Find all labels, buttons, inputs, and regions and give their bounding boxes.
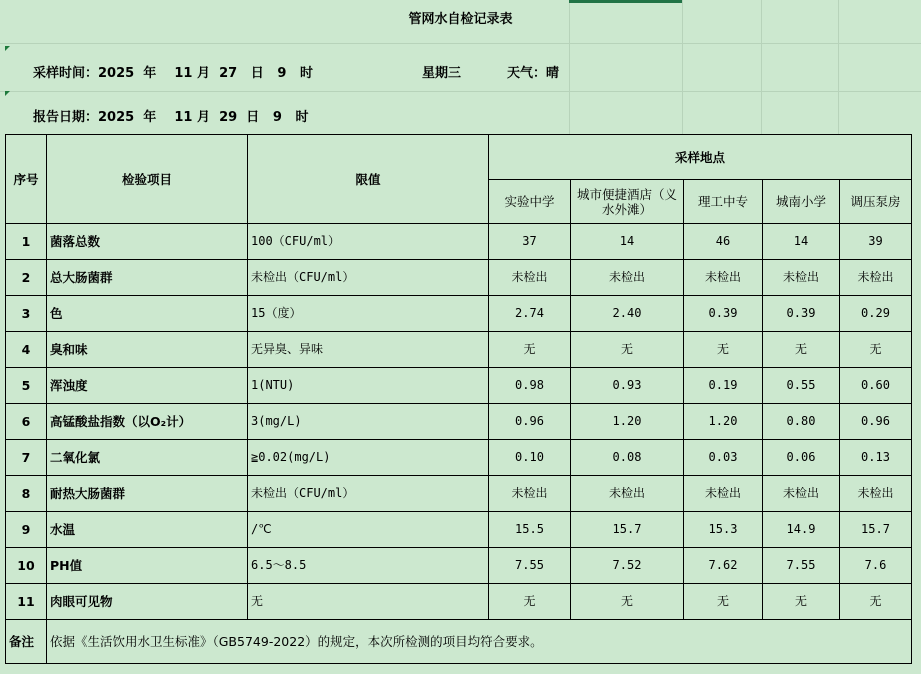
- value-cell[interactable]: 0.98: [489, 368, 571, 404]
- value-cell[interactable]: 0.39: [763, 296, 840, 332]
- sampling-hour[interactable]: 9: [277, 66, 287, 81]
- table-row: [6, 440, 912, 476]
- value-cell[interactable]: 无: [489, 332, 571, 368]
- value-cell[interactable]: 未检出: [571, 260, 684, 296]
- weather-row: [507, 62, 559, 81]
- value-cell[interactable]: 7.52: [571, 548, 684, 584]
- report-month[interactable]: 11: [174, 110, 193, 125]
- value-cell[interactable]: 7.6: [840, 548, 912, 584]
- value-cell[interactable]: 7.55: [763, 548, 840, 584]
- value-cell[interactable]: 无: [763, 584, 840, 620]
- value-cell[interactable]: 39: [840, 224, 912, 260]
- limit-cell[interactable]: 3(mg/L): [248, 404, 489, 440]
- note-text[interactable]: 依据《生活饮用水卫生标准》（GB5749-2022）的规定，本次所检测的项目均符合要求。: [47, 620, 912, 664]
- year-unit: 年: [143, 66, 157, 81]
- item-cell[interactable]: 色: [47, 296, 248, 332]
- value-cell[interactable]: 15.3: [684, 512, 763, 548]
- sampling-year[interactable]: 2025: [98, 66, 135, 81]
- site-header[interactable]: 实验中学: [489, 180, 571, 224]
- row-number-cell[interactable]: 1: [6, 224, 47, 260]
- value-cell[interactable]: 0.29: [840, 296, 912, 332]
- value-cell[interactable]: 0.06: [763, 440, 840, 476]
- item-cell[interactable]: 臭和味: [47, 332, 248, 368]
- sampling-time-row: [33, 62, 313, 81]
- month-unit: 月: [197, 66, 211, 81]
- item-cell[interactable]: 菌落总数: [47, 224, 248, 260]
- item-cell[interactable]: 高锰酸盐指数（以O₂计）: [47, 404, 248, 440]
- value-cell[interactable]: 0.10: [489, 440, 571, 476]
- hour-unit: 时: [295, 110, 309, 125]
- report-date-label: 报告日期：: [33, 110, 99, 125]
- value-cell[interactable]: 未检出: [489, 260, 571, 296]
- inspection-table: [5, 134, 912, 664]
- row-number-cell[interactable]: 9: [6, 512, 47, 548]
- item-cell[interactable]: 浑浊度: [47, 368, 248, 404]
- table-row: [6, 296, 912, 332]
- value-cell[interactable]: 15.5: [489, 512, 571, 548]
- report-year[interactable]: 2025: [98, 110, 135, 125]
- value-cell[interactable]: 无: [840, 584, 912, 620]
- weather-label: 天气：: [507, 66, 547, 81]
- report-date-row: [33, 106, 308, 125]
- value-cell[interactable]: 1.20: [571, 404, 684, 440]
- value-cell[interactable]: 无: [763, 332, 840, 368]
- row-number-cell[interactable]: 6: [6, 404, 47, 440]
- item-cell[interactable]: 耐热大肠菌群: [47, 476, 248, 512]
- limit-cell[interactable]: 未检出（CFU/ml）: [248, 260, 489, 296]
- value-cell[interactable]: 1.20: [684, 404, 763, 440]
- value-cell[interactable]: 未检出: [763, 476, 840, 512]
- value-cell[interactable]: 无: [571, 584, 684, 620]
- table-row: [6, 332, 912, 368]
- value-cell[interactable]: 未检出: [684, 260, 763, 296]
- sheet-title: 管网水自检记录表: [408, 12, 513, 27]
- value-cell[interactable]: 0.80: [763, 404, 840, 440]
- day-unit: 日: [250, 66, 264, 81]
- value-cell[interactable]: 2.40: [571, 296, 684, 332]
- report-hour[interactable]: 9: [272, 110, 282, 125]
- header-limit[interactable]: 限值: [248, 135, 489, 224]
- row-number-cell[interactable]: 3: [6, 296, 47, 332]
- value-cell[interactable]: 14: [763, 224, 840, 260]
- gridline: [0, 43, 921, 44]
- report-day[interactable]: 29: [219, 110, 238, 125]
- header-item[interactable]: 检验项目: [47, 135, 248, 224]
- item-cell[interactable]: 肉眼可见物: [47, 584, 248, 620]
- month-unit: 月: [197, 110, 211, 125]
- value-cell[interactable]: 0.93: [571, 368, 684, 404]
- value-cell[interactable]: 0.96: [840, 404, 912, 440]
- sampling-day[interactable]: 27: [219, 66, 238, 81]
- cell-comment-marker: [5, 91, 10, 96]
- sampling-time-label: 采样时间：: [33, 66, 99, 81]
- site-header[interactable]: 理工中专: [684, 180, 763, 224]
- value-cell[interactable]: 7.55: [489, 548, 571, 584]
- weekday[interactable]: 星期三: [422, 66, 462, 81]
- value-cell[interactable]: 7.62: [684, 548, 763, 584]
- table-row: [6, 224, 912, 260]
- value-cell[interactable]: 未检出: [489, 476, 571, 512]
- value-cell[interactable]: 0.60: [840, 368, 912, 404]
- value-cell[interactable]: 0.55: [763, 368, 840, 404]
- value-cell[interactable]: 未检出: [571, 476, 684, 512]
- item-cell[interactable]: 总大肠菌群: [47, 260, 248, 296]
- value-cell[interactable]: 无: [684, 584, 763, 620]
- value-cell[interactable]: 15.7: [840, 512, 912, 548]
- value-cell[interactable]: 无: [571, 332, 684, 368]
- limit-cell[interactable]: 15（度）: [248, 296, 489, 332]
- item-cell[interactable]: 二氧化氯: [47, 440, 248, 476]
- value-cell[interactable]: 2.74: [489, 296, 571, 332]
- value-cell[interactable]: 未检出: [684, 476, 763, 512]
- value-cell[interactable]: 15.7: [571, 512, 684, 548]
- table-header-row: [6, 135, 912, 180]
- limit-cell[interactable]: 100（CFU/ml）: [248, 224, 489, 260]
- table-row: [6, 548, 912, 584]
- item-cell[interactable]: PH值: [47, 548, 248, 584]
- header-sites[interactable]: 采样地点: [489, 135, 912, 180]
- header-no[interactable]: 序号: [6, 135, 47, 224]
- hour-unit: 时: [299, 66, 313, 81]
- site-header[interactable]: 城南小学: [763, 180, 840, 224]
- value-cell[interactable]: 14: [571, 224, 684, 260]
- note-row: [6, 620, 912, 664]
- limit-cell[interactable]: 无异臭、异味: [248, 332, 489, 368]
- value-cell[interactable]: 37: [489, 224, 571, 260]
- table-row: [6, 584, 912, 620]
- note-label[interactable]: 备注: [6, 620, 47, 664]
- value-cell[interactable]: 0.13: [840, 440, 912, 476]
- cell-comment-marker: [5, 46, 10, 51]
- limit-cell[interactable]: 6.5～8.5: [248, 548, 489, 584]
- value-cell[interactable]: 无: [489, 584, 571, 620]
- value-cell[interactable]: 无: [840, 332, 912, 368]
- row-number-cell[interactable]: 10: [6, 548, 47, 584]
- value-cell[interactable]: 0.39: [684, 296, 763, 332]
- sampling-month[interactable]: 11: [174, 66, 193, 81]
- row-number-cell[interactable]: 2: [6, 260, 47, 296]
- row-number-cell[interactable]: 7: [6, 440, 47, 476]
- year-unit: 年: [143, 110, 157, 125]
- item-cell[interactable]: 水温: [47, 512, 248, 548]
- limit-cell[interactable]: ≧0.02(mg/L): [248, 440, 489, 476]
- table-row: [6, 368, 912, 404]
- limit-cell[interactable]: /℃: [248, 512, 489, 548]
- table-row: [6, 476, 912, 512]
- row-number-cell[interactable]: 5: [6, 368, 47, 404]
- value-cell[interactable]: 14.9: [763, 512, 840, 548]
- limit-cell[interactable]: 无: [248, 584, 489, 620]
- weather-value[interactable]: 晴: [546, 66, 560, 81]
- site-header[interactable]: 调压泵房: [840, 180, 912, 224]
- row-number-cell[interactable]: 11: [6, 584, 47, 620]
- value-cell[interactable]: 0.08: [571, 440, 684, 476]
- day-unit: 日: [246, 110, 260, 125]
- table-row: [6, 404, 912, 440]
- selected-cell-indicator: [569, 0, 682, 3]
- row-number-cell[interactable]: 8: [6, 476, 47, 512]
- value-cell[interactable]: 0.03: [684, 440, 763, 476]
- value-cell[interactable]: 无: [684, 332, 763, 368]
- limit-cell[interactable]: 1(NTU): [248, 368, 489, 404]
- value-cell[interactable]: 未检出: [763, 260, 840, 296]
- table-row: [6, 512, 912, 548]
- limit-cell[interactable]: 未检出（CFU/ml）: [248, 476, 489, 512]
- gridline: [0, 91, 921, 92]
- value-cell[interactable]: 未检出: [840, 476, 912, 512]
- value-cell[interactable]: 未检出: [840, 260, 912, 296]
- value-cell[interactable]: 0.96: [489, 404, 571, 440]
- site-header[interactable]: 城市便捷酒店（义水外滩）: [571, 180, 684, 224]
- row-number-cell[interactable]: 4: [6, 332, 47, 368]
- value-cell[interactable]: 0.19: [684, 368, 763, 404]
- table-row: [6, 260, 912, 296]
- value-cell[interactable]: 46: [684, 224, 763, 260]
